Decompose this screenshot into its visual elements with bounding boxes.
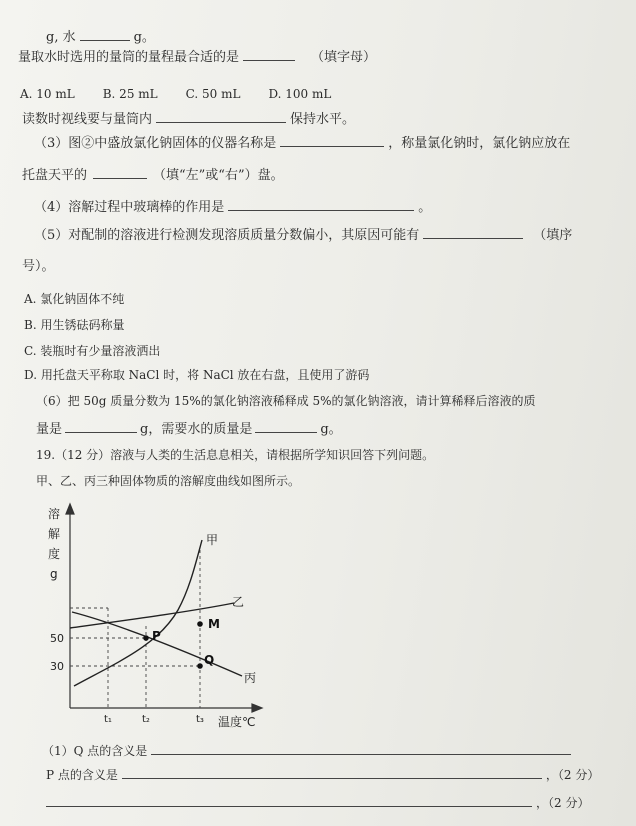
- line-2: [18, 48, 376, 67]
- text: （填序: [533, 228, 573, 243]
- answer-blank: [80, 28, 130, 41]
- series-label-yi: 乙: [232, 595, 245, 609]
- curve-jia: [74, 540, 202, 686]
- text: g。: [320, 422, 342, 437]
- text: 量是: [36, 422, 63, 437]
- text: （4）溶解过程中玻璃棒的作用是: [34, 200, 225, 215]
- answer-blank: [255, 420, 317, 433]
- text: （5）对配制的溶液进行检测发现溶质质量分数偏小，其原因可能有: [34, 228, 420, 243]
- y-axis-label-4: g: [50, 567, 58, 581]
- text: P 点的含义是: [46, 768, 118, 782]
- option-a: A. 10 mL: [20, 87, 75, 101]
- answer-blank: [228, 198, 414, 211]
- tick-label-t1: t₁: [104, 714, 112, 725]
- answer-blank: [122, 766, 542, 779]
- text: 读数时视线要与量筒内: [22, 112, 153, 127]
- option-d: D. 用托盘天平称取 NaCl 时，将 NaCl 放在右盘，且使用了游码: [24, 368, 370, 382]
- line-5: [34, 134, 570, 153]
- y-axis-label-1: 溶: [48, 507, 61, 521]
- line-8: [34, 226, 572, 245]
- option-b: B. 25 mL: [102, 87, 158, 101]
- series-label-bing: 丙: [244, 671, 257, 685]
- text: （填字母）: [311, 50, 377, 65]
- answer-blank: [46, 794, 532, 807]
- line-10: （6）把 50g 质量分数为 15%的氯化钠溶液稀释成 5%的氯化钠溶液，请计算稀释后溶液的质: [36, 394, 536, 408]
- text: （填“左”或“右”）盘。: [153, 168, 284, 183]
- question-3: [46, 794, 589, 812]
- line-4: [22, 110, 355, 129]
- answer-blank: [423, 226, 523, 239]
- tick-label-t2: t₂: [142, 714, 150, 725]
- text: g。: [133, 30, 155, 45]
- text: g, 水: [46, 30, 76, 45]
- text: g，需要水的质量是: [140, 422, 253, 437]
- point-m-label: M: [208, 617, 220, 631]
- options-range: [20, 85, 331, 103]
- text: （3）图②中盛放氯化钠固体的仪器名称是: [34, 136, 277, 151]
- line-1: [46, 28, 155, 47]
- solubility-chart: [28, 500, 328, 735]
- question-19: 19.（12 分）溶液与人类的生活息息相关，请根据所学知识回答下列问题。: [36, 448, 435, 462]
- point-m-marker: [197, 621, 203, 627]
- question-1: [42, 742, 571, 760]
- text: ，称量氯化钠时，氯化钠应放在: [388, 136, 571, 151]
- option-d: D. 100 mL: [268, 87, 332, 101]
- point-p-label: P: [152, 629, 161, 643]
- text: 托盘天平的: [22, 168, 88, 183]
- option-b: B. 用生锈砝码称量: [24, 318, 125, 332]
- line-7: [34, 198, 431, 217]
- tick-label-50: 50: [50, 632, 64, 645]
- tick-label-30: 30: [50, 660, 64, 673]
- option-c: C. 50 mL: [185, 87, 241, 101]
- x-axis-arrow: [252, 704, 262, 712]
- answer-blank: [93, 166, 147, 179]
- option-a: A. 氯化钠固体不纯: [24, 292, 125, 306]
- point-q-marker: [197, 663, 203, 669]
- answer-blank: [280, 134, 384, 147]
- text: ，（2 分）: [536, 796, 590, 810]
- y-axis-arrow: [66, 504, 74, 514]
- point-p-marker: [143, 635, 149, 641]
- series-label-jia: 甲: [206, 533, 219, 547]
- tick-label-t3: t₃: [196, 714, 204, 725]
- text: ，（2 分）: [545, 768, 600, 782]
- y-axis-label-2: 解: [48, 527, 61, 541]
- y-axis-label-3: 度: [48, 547, 61, 561]
- answer-blank: [156, 110, 286, 123]
- text: 保持水平。: [290, 112, 356, 127]
- answer-blank: [243, 48, 295, 61]
- line-6: [22, 166, 284, 185]
- answer-blank: [151, 742, 571, 755]
- point-q-label: Q: [204, 653, 215, 667]
- text: （1）Q 点的含义是: [42, 744, 148, 758]
- text: 。: [418, 200, 432, 215]
- line-9: 号）。: [22, 259, 55, 274]
- question-2: [46, 766, 599, 784]
- option-c: C. 装瓶时有少量溶液洒出: [24, 344, 161, 358]
- answer-blank: [65, 420, 137, 433]
- question-19-intro: 甲、乙、丙三种固体物质的溶解度曲线如图所示。: [36, 474, 301, 488]
- x-axis-label: 温度℃: [218, 715, 256, 729]
- line-11: [36, 420, 342, 439]
- text: 量取水时选用的量筒的量程最合适的是: [18, 50, 240, 65]
